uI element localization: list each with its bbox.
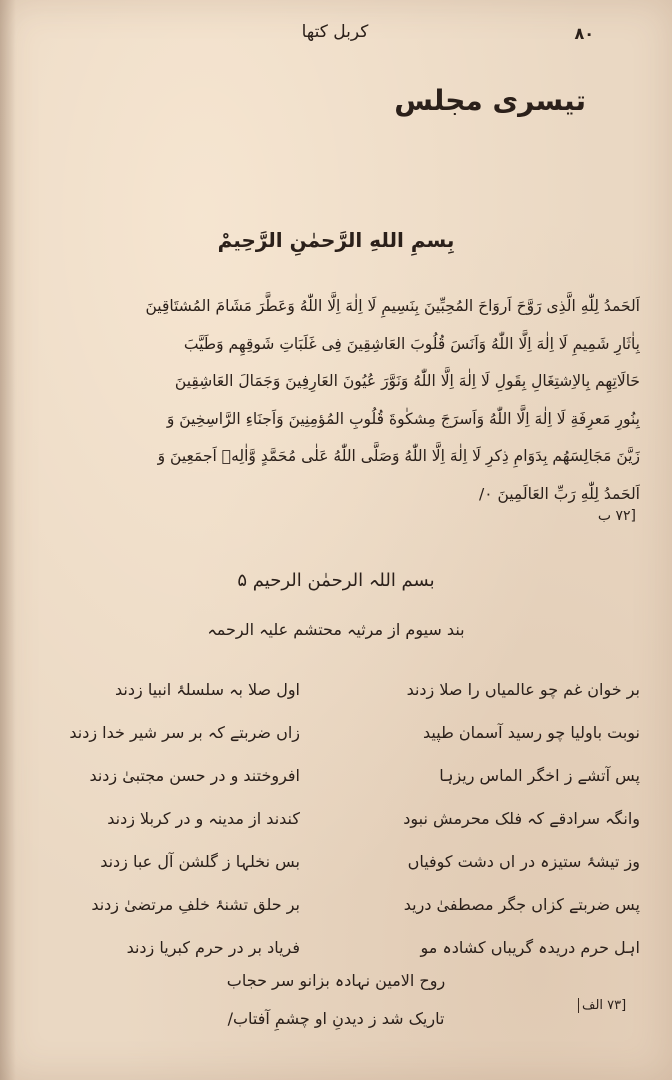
couplet-row xyxy=(40,668,640,711)
page-number: ۸۰ xyxy=(574,24,594,43)
closing-line: روح الامین نہادہ بزانو سر حجاب xyxy=(226,971,446,990)
arabic-line: حَالَاتِهِم بِالاِشتِغَالِ بِقَولِ لَا اِلٰهَ اِلَّا اللّٰهُ وَنَوَّرَ عُیُونَ العَارِفِینَ وَجَمَالَ العَاشِقِینَ xyxy=(174,372,640,390)
closing-verse xyxy=(0,962,672,1038)
couplet-row xyxy=(40,883,640,926)
first-hemistich: پس آتشے ز اخگرِ الماس ریزہا xyxy=(439,766,640,785)
couplet-row xyxy=(40,797,640,840)
closing-line: تاریک شد ز دیدنِ او چشمِ آفتاب/ xyxy=(227,1009,445,1028)
couplet-row xyxy=(40,711,640,754)
second-hemistich: زاں ضربتے کہ بر سرِ شیرِ خدا زدند xyxy=(69,723,300,742)
arabic-line: زَیَّنَ مَجَالِسَهُم بِدَوَامِ ذِکرِ لَا اِلٰهَ اِلَّا اللّٰهُ وَصَلَّی اللّٰهُ عَلٰی مُحَمَّدٍ وَّاٰلِهٖ اَجمَعِینَ وَ xyxy=(157,447,640,465)
arabic-sermon-block xyxy=(32,288,640,513)
couplet-row xyxy=(40,754,640,797)
arabic-line: اَلحَمدُ لِلّٰهِ رَبِّ العَالَمِینَ ۰/ xyxy=(478,484,640,503)
bismillah-subheading: بسم اللہ الرحمٰن الرحیم ۵ xyxy=(237,570,435,591)
folio-reference: [۷۲ ب xyxy=(597,508,636,524)
first-hemistich: نوبت باولیا چو رسید آسمان طپید xyxy=(423,723,640,742)
second-hemistich: فریاد بر درِ حرمِ کبریا زدند xyxy=(126,938,300,957)
first-hemistich: وانگہ سرادقے کہ فلک محرمش نبود xyxy=(403,809,640,828)
poem-source-heading: بند سیوم از مرثیہ محتشم علیہ الرحمہ xyxy=(207,620,465,639)
chapter-title: تیسری مجلس xyxy=(394,84,586,117)
first-hemistich: اہلِ حرم دریدہ گریباں کشادہ مو xyxy=(420,938,640,957)
second-hemistich: افروختند و در حسنِ مجتبیٰ زدند xyxy=(89,766,300,785)
poem-couplets xyxy=(40,668,640,969)
second-hemistich: بر حلقِ تشنۂ خلفِ مرتضیٰ زدند xyxy=(91,895,300,914)
couplet-row xyxy=(40,840,640,883)
folio-reference: [۷۳ الف xyxy=(578,998,626,1013)
second-hemistich: اول صلا بہ سلسلۂ انبیا زدند xyxy=(115,680,300,699)
first-hemistich: وز تیشۂ ستیزہ در اں دشت کوفیاں xyxy=(407,852,640,871)
bismillah-heading: بِسمِ اللهِ الرَّحمٰنِ الرَّحِيمْ xyxy=(217,228,455,252)
arabic-line: اَلحَمدُ لِلّٰهِ الَّذِی رَوَّحَ اَروَاحَ المُحِبِّینَ بِنَسِیمِ لَا اِلٰهَ اِلَّا اللّٰهُ وَعَطَّرَ مَشَامَ المُشتَاقِینَ xyxy=(145,297,640,315)
arabic-line: بِاٰثَارِ شَمِیمِ لَا اِلٰهَ اِلَّا اللّٰهُ وَاَنَسَ قُلُوبَ العَاشِقِینَ فِی غَلَبَاتِ شَوقِهِم وَطَیَّبَ xyxy=(183,334,640,353)
second-hemistich: کندند از مدینہ و در کربلا زدند xyxy=(107,809,300,828)
second-hemistich: بس نخلہا ز گلشنِ آلِ عبا زدند xyxy=(100,852,300,871)
running-header: کربل کتھا xyxy=(301,22,369,42)
first-hemistich: پس ضربتے کزاں جگرِ مصطفیٰ درید xyxy=(403,895,640,914)
first-hemistich: بر خوانِ غم چو عالمیاں را صلا زدند xyxy=(406,680,640,699)
page-spine-shadow xyxy=(0,0,16,1080)
arabic-line: بِنُورِ مَعرِفَةِ لَا اِلٰهَ اِلَّا اللّٰهُ وَاَسرَجَ مِشکٰوةَ قُلُوبِ المُؤمِنِینَ وَاَجنَاءِ الرَّاسِخِینَ وَ xyxy=(166,409,640,428)
